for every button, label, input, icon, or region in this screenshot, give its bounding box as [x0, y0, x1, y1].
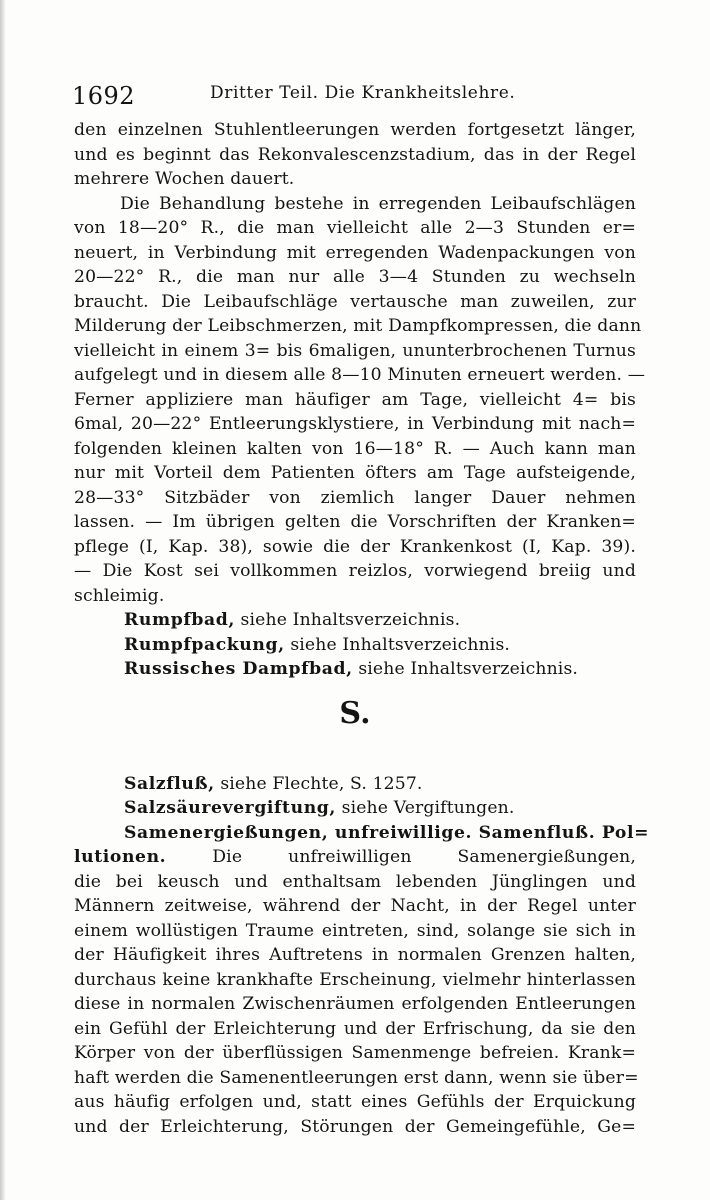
text-line: schleimig. [74, 585, 165, 606]
body-text [74, 118, 650, 1139]
running-head: Dritter Teil. Die Krankheitslehre. [210, 83, 516, 103]
text-line: Die Behandlung bestehe in erregenden Leibaufschlägen [120, 193, 636, 214]
text-line: einem wollüstigen Traume eintreten, sind, solange sie sich in [74, 920, 636, 941]
text-line: — Die Kost sei vollkommen reizlos, vorwiegend breiig und [74, 561, 636, 581]
entry-reference: siehe Inhaltsverzeichnis. [284, 634, 511, 655]
entry-headword: Rumpfbad, [124, 610, 235, 630]
page-number: 1692 [72, 82, 136, 110]
text-line: pflege (I, Kap. 38), sowie die der Krankenkost (I, Kap. 39). [74, 536, 636, 557]
text-line: aus häufig erfolgen und, statt eines Gefühls der Erquickung [74, 1092, 636, 1112]
cross-reference-entry [74, 772, 636, 797]
text-line: lassen. — Im übrigen gelten die Vorschriften der Kranken= [74, 512, 636, 532]
text-line: durchaus keine krankhafte Erscheinung, vielmehr hinterlassen [74, 969, 636, 990]
cross-reference-entry [74, 796, 636, 821]
text-line: Milderung der Leibschmerzen, mit Dampfkompressen, die dann [74, 316, 642, 336]
text-line: braucht. Die Leibaufschläge vertausche man zuweilen, zur [74, 291, 636, 312]
text-line: 28—33° Sitzbäder von ziemlich langer Dauer nehmen [74, 487, 636, 508]
entry-reference: siehe Inhaltsverzeichnis. [234, 610, 461, 630]
text-line: haft werden die Samenentleerungen erst dann, wenn sie über= [74, 1067, 639, 1088]
text-line: Männern zeitweise, während der Nacht, in der Regel unter [74, 896, 636, 916]
entry-headword: Samenergießungen, unfreiwillige. Samenfluß. Pol= [124, 822, 650, 843]
text-line: 6mal, 20—22° Entleerungsklystiere, in Verbindung mit nach= [74, 414, 636, 434]
text-line: und es beginnt das Rekonvalescenzstadium, das in der Regel [74, 144, 636, 165]
text-line [74, 845, 636, 870]
text-line: mehrere Wochen dauert. [74, 169, 295, 189]
text-line: folgenden kleinen kalten von 16—18° R. — Auch kann man [74, 438, 636, 459]
section-letter: S. [339, 695, 371, 731]
entry-text: Die unfreiwilligen Samenergießungen, [166, 847, 636, 867]
text-line: die bei keusch und enthaltsam lebenden Jünglingen und [74, 871, 636, 892]
page-edge-shadow [0, 0, 6, 1200]
text-line: den einzelnen Stuhlentleerungen werden fortgesetzt länger, [74, 120, 636, 140]
section-letter-block [74, 682, 636, 758]
page-header [70, 74, 710, 114]
text-line: aufgelegt und in diesem alle 8—10 Minuten erneuert werden. — [74, 365, 646, 385]
text-line: Ferner appliziere man häufiger am Tage, vielleicht 4= bis [74, 389, 636, 410]
text-line: von 18—20° R., die man vielleicht alle 2—3 Stunden er= [74, 218, 636, 238]
entry-headword: Rumpfpackung, [124, 634, 285, 655]
cross-reference-entry [74, 608, 636, 633]
text-line: und der Erleichterung, Störungen der Gemeingefühle, Ge= [74, 1116, 636, 1137]
entry-reference: siehe Inhaltsverzeichnis. [352, 659, 579, 679]
section-spacer [74, 758, 636, 772]
text-line: neuert, in Verbindung mit erregenden Wadenpackungen von [74, 242, 636, 263]
entry-headword: Salzfluß, [124, 773, 215, 794]
entry-reference: siehe Flechte, S. 1257. [214, 773, 423, 794]
cross-reference-entry [74, 657, 636, 682]
cross-reference-entry [74, 633, 636, 658]
text-line: vielleicht in einem 3= bis 6maligen, ununterbrochenen Turnus [74, 340, 636, 361]
text-line: 20—22° R., die man nur alle 3—4 Stunden zu wechseln [74, 267, 636, 287]
text-line: der Häufigkeit ihres Auftretens in normalen Grenzen halten, [74, 945, 636, 965]
entry-heading-line [74, 821, 650, 846]
entry-reference: siehe Vergiftungen. [336, 798, 515, 818]
text-line: diese in normalen Zwischenräumen erfolgenden Entleerungen [74, 994, 636, 1014]
entry-headword: Salzsäurevergiftung, [124, 798, 336, 818]
text-line: ein Gefühl der Erleichterung und der Erfrischung, da sie den [74, 1018, 636, 1039]
text-line: Körper von der überflüssigen Samenmenge befreien. Krank= [74, 1043, 636, 1063]
entry-headword: lutionen. [74, 847, 167, 867]
entry-headword: Russisches Dampfbad, [124, 659, 353, 679]
text-line: nur mit Vorteil dem Patienten öfters am Tage aufsteigende, [74, 463, 636, 483]
